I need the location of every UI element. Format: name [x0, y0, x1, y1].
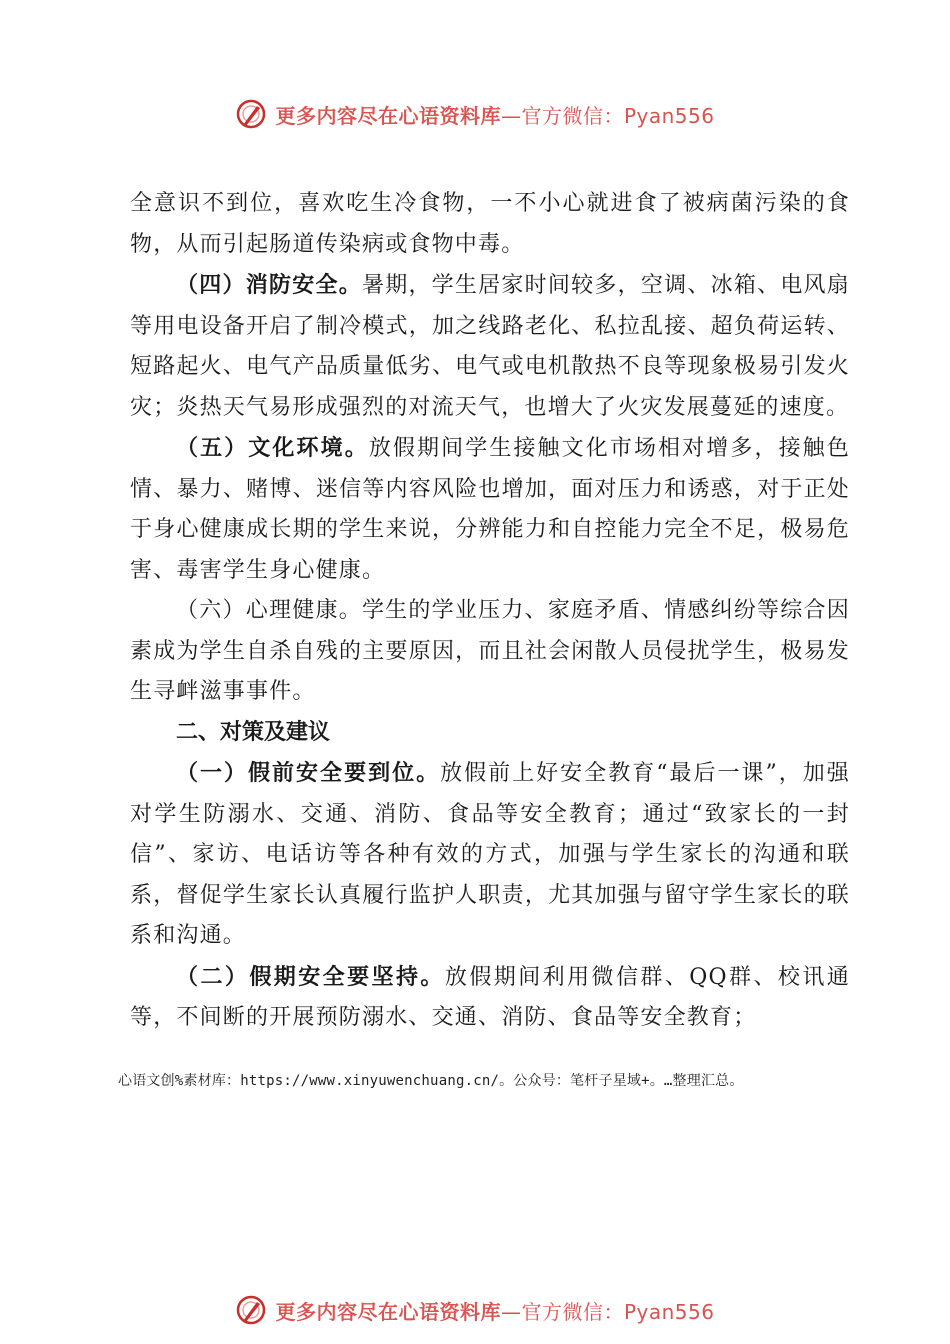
- banner-main-text: 更多内容尽在心语资料库: [275, 103, 501, 128]
- paragraph-pre-holiday: [130, 753, 850, 957]
- banner-separator: —: [500, 103, 522, 128]
- banner-contact-text: 官方微信：Pyan556: [521, 1299, 715, 1324]
- paragraph-lead: （五）文化环境。: [176, 435, 369, 461]
- paragraph-during-holiday: [130, 957, 850, 1039]
- paragraph-fire-safety: [130, 265, 850, 428]
- paragraph-body: 暑期，学生居家时间较多，空调、冰箱、电风扇等用电设备开启了制冷模式，加之线路老化、私拉乱接、超负荷运转、短路起火、电气产品质量低劣、电气或电机散热不良等现象极易引发火灾；炎热天气易形成强烈的对流天气，也增大了火灾发展蔓延的速度。: [130, 273, 851, 420]
- banner-separator: —: [500, 1299, 522, 1324]
- paragraph-body: 放假前上好安全教育“最后一课”，加强对学生防溺水、交通、消防、食品等安全教育；通过“致家长的一封信”、家访、电话访等各种有效的方式，加强与学生家长的沟通和联系，督促学生家长认真履行监护人职责，尤其加强与留守学生家长的联系和沟通。: [130, 761, 850, 948]
- header-banner: [0, 92, 950, 136]
- paragraph-mental-health: （六）心理健康。学生的学业压力、家庭矛盾、情感纠纷等综合因素成为学生自杀自残的主要原因，而且社会闲散人员侵扰学生，极易发生寻衅滋事事件。: [130, 598, 850, 704]
- banner-contact-text: 官方微信：Pyan556: [521, 103, 715, 128]
- paragraph-continued: 全意识不到位，喜欢吃生冷食物，一不小心就进食了被病菌污染的食物，从而引起肠道传染病或食物中毒。: [130, 191, 850, 257]
- paragraph-body: 放假期间利用微信群、QQ群、校讯通等，不间断的开展预防溺水、交通、消防、食品等安全教育；: [130, 964, 850, 1030]
- paragraph-culture-environment: [130, 428, 850, 591]
- banner-text: [275, 1296, 714, 1325]
- banner-main-text: 更多内容尽在心语资料库: [275, 1299, 501, 1324]
- paragraph-lead: （一）假前安全要到位。: [176, 760, 441, 786]
- source-footnote: 心语文创%素材库：https://www.xinyuwenchuang.cn/。公众号：笔杆子星域+。…整理汇总。: [118, 1073, 744, 1089]
- quill-logo-icon: [235, 1294, 267, 1326]
- footer-banner: [0, 1288, 950, 1332]
- paragraph-body: 放假期间学生接触文化市场相对增多，接触色情、暴力、赌博、迷信等内容风险也增加，面对压力和诱惑，对于正处于身心健康成长期的学生来说，分辨能力和自控能力完全不足，极易危害、毒害学生身心健康。: [130, 436, 850, 583]
- quill-logo-icon: [235, 98, 267, 130]
- banner-text: [275, 100, 714, 129]
- paragraph-lead: （二）假期安全要坚持。: [176, 963, 445, 990]
- document-body: [130, 184, 850, 1039]
- paragraph-lead: （四）消防安全。: [176, 272, 362, 298]
- section-heading: 二、对策及建议: [176, 719, 331, 745]
